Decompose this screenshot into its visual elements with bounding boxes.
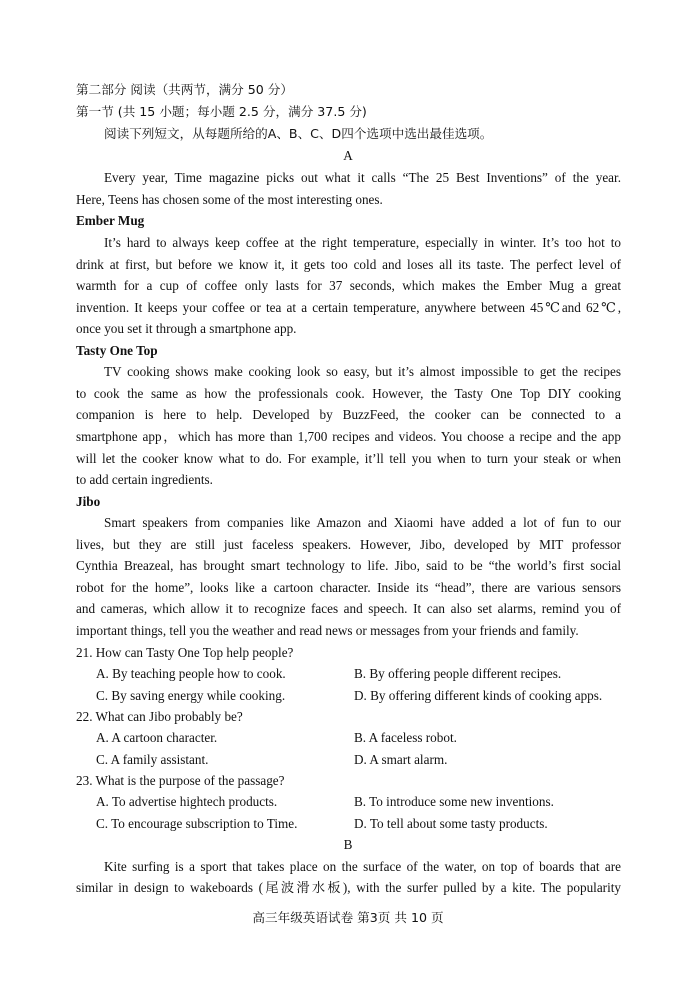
section-title-jibo: Jibo	[76, 494, 101, 509]
page-footer: 高三年级英语试卷 第3页 共 10 页	[252, 910, 444, 925]
paragraph-line: Kite surfing is a sport that takes place on the surface of the water, on top of boards that are	[104, 859, 621, 874]
question-option: A. A cartoon character.	[96, 730, 218, 745]
paragraph-line: similar in design to wakeboards (尾波滑水板), with the surfer pulled by a kite. The popularity	[76, 880, 621, 895]
paragraph-line: Cynthia Breazeal, has brought smart technology to life. Jibo, said to be “the world’s first social	[76, 558, 621, 573]
paragraph-line: lives, but they are still just faceless speakers. However, Jibo, developed by MIT professor	[76, 537, 621, 552]
intro-line: Here, Teens has chosen some of the most interesting ones.	[76, 192, 383, 207]
part-heading: 第二部分 阅读（共两节，满分 50 分）	[76, 82, 293, 97]
paragraph-line: to cook the same as how the professionals cook. However, the Tasty One Top DIY cooking	[76, 386, 621, 401]
passage-a-label: A	[343, 148, 353, 163]
question-stem: 22. What can Jibo probably be?	[76, 709, 243, 724]
paragraph-line: important things, tell you the weather and read news or messages from your friends and family.	[76, 623, 579, 638]
question-option: B. To introduce some new inventions.	[354, 794, 554, 809]
question-option: A. By teaching people how to cook.	[96, 666, 286, 681]
paragraph-line: will let the cooker know what to do. For example, it’ll tell you when to turn your steak or when	[76, 451, 621, 466]
section-title-tasty-one-top: Tasty One Top	[76, 343, 158, 358]
paragraph-line: It’s hard to always keep coffee at the right temperature, especially in winter. It’s too hot to	[104, 235, 621, 250]
paragraph-line: smartphone app，which has more than 1,700 recipes and videos. You choose a recipe and the app	[76, 429, 621, 444]
intro-line: Every year, Time magazine picks out what it calls “The 25 Best Inventions” of the year.	[104, 170, 621, 185]
instruction: 阅读下列短文，从每题所给的A、B、C、D四个选项中选出最佳选项。	[104, 126, 493, 141]
paragraph-line: companion is here to help. Developed by BuzzFeed, the cooker can be connected to a	[76, 407, 621, 422]
question-stem: 23. What is the purpose of the passage?	[76, 773, 285, 788]
question-option: B. By offering people different recipes.	[354, 666, 562, 681]
paragraph-line: invention. It keeps your coffee or tea at a certain temperature, anywhere between 45℃and 62℃,	[76, 300, 621, 315]
paragraph-line: robot for the home”, looks like a cartoon character. Inside its “head”, there are various sensors	[76, 580, 621, 595]
paragraph-line: warmth for a cup of coffee only lasts for 37 seconds, which makes the Ember Mug a great	[76, 278, 621, 293]
passage-b-label: B	[343, 837, 353, 852]
question-option: D. By offering different kinds of cooking apps.	[354, 688, 603, 703]
question-option: C. A family assistant.	[96, 752, 209, 767]
paragraph-line: and cameras, which allow it to recognize faces and speech. It can also set alarms, remind you of	[76, 601, 621, 616]
section-title-ember-mug: Ember Mug	[76, 213, 145, 228]
question-option: B. A faceless robot.	[354, 730, 457, 745]
question-option: D. A smart alarm.	[354, 752, 448, 767]
paragraph-line: Smart speakers from companies like Amazon and Xiaomi have added a lot of fun to our	[104, 515, 621, 530]
question-option: A. To advertise hightech products.	[96, 794, 278, 809]
question-stem: 21. How can Tasty One Top help people?	[76, 645, 294, 660]
paragraph-line: drink at first, but before we know it, it gets too cold and loses all its taste. The perfect level of	[76, 257, 621, 272]
section-heading: 第一节 (共 15 小题；每小题 2.5 分，满分 37.5 分)	[76, 104, 367, 119]
paragraph-line: TV cooking shows make cooking look so easy, but it’s almost impossible to get the recipes	[104, 364, 621, 379]
paragraph-line: once you set it through a smartphone app.	[76, 321, 297, 336]
question-option: C. To encourage subscription to Time.	[96, 816, 298, 831]
paragraph-line: to add certain ingredients.	[76, 472, 213, 487]
question-option: D. To tell about some tasty products.	[354, 816, 548, 831]
question-option: C. By saving energy while cooking.	[96, 688, 286, 703]
